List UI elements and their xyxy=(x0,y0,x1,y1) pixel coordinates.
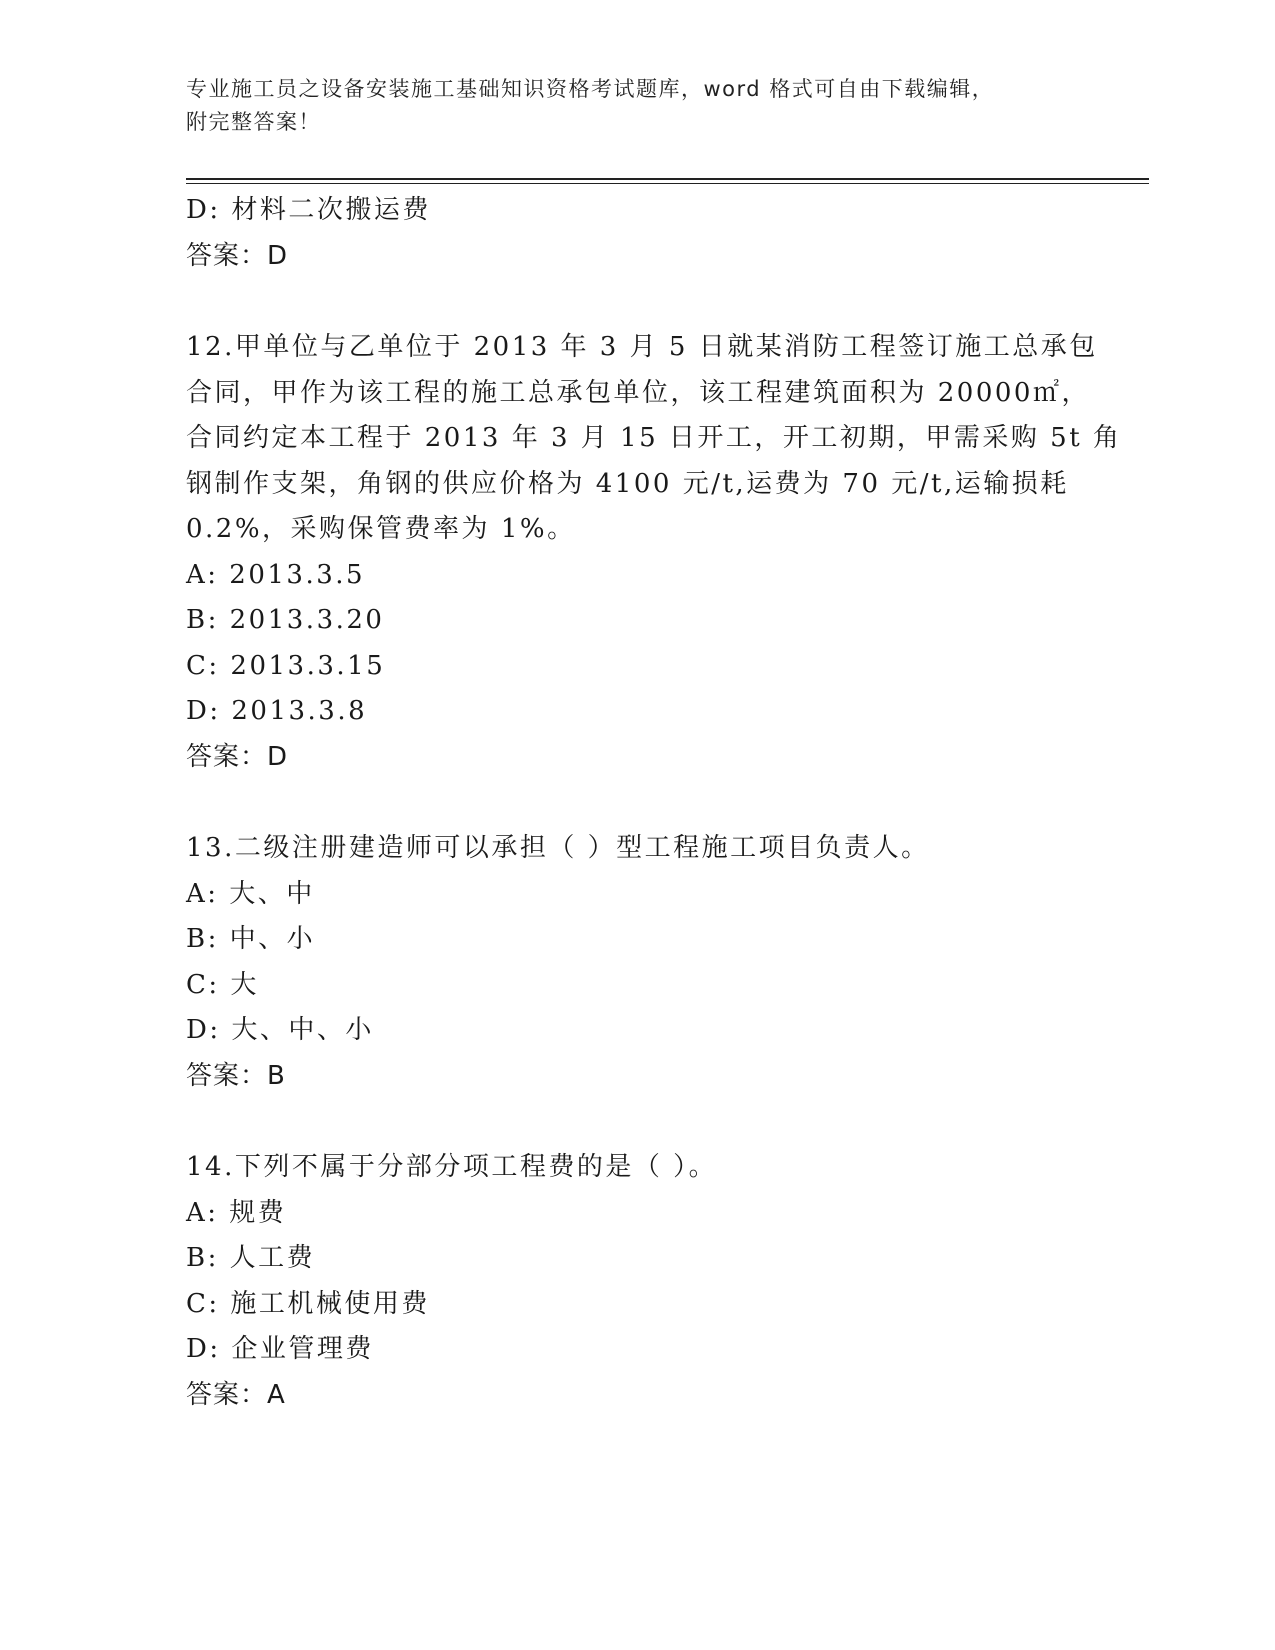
option-a: A: 2013.3.5 xyxy=(186,559,366,590)
spacer xyxy=(186,1099,1086,1145)
option-b: B: 中、小 xyxy=(186,924,316,954)
header-divider-thick xyxy=(186,178,1149,180)
header-line-1: 专业施工员之设备安装施工基础知识资格考试题库，word 格式可自由下载编辑， xyxy=(186,77,995,101)
header-line-2: 附完整答案！ xyxy=(186,110,321,134)
answer-line: 答案：D xyxy=(186,741,289,772)
option-d: D: 材料二次搬运费 xyxy=(186,195,431,225)
option-d: D: 企业管理费 xyxy=(186,1334,374,1364)
question-block-13 xyxy=(186,826,1086,1099)
question-stem-line: 13.二级注册建造师可以承担（ ）型工程施工项目负责人。 xyxy=(186,833,930,863)
option-c: C: 施工机械使用费 xyxy=(186,1288,430,1319)
document-header xyxy=(186,73,1086,139)
question-block-14 xyxy=(186,1145,1086,1418)
option-b: B: 人工费 xyxy=(186,1243,316,1273)
question-stem-line: 14.下列不属于分部分项工程费的是（ ）。 xyxy=(186,1152,718,1182)
question-block-12 xyxy=(186,325,1122,780)
question-stem-line: 合同约定本工程于 2013 年 3 月 15 日开工，开工初期，甲需采购 5t 角 xyxy=(186,423,1122,453)
option-b: B: 2013.3.20 xyxy=(186,605,385,635)
answer-line: 答案：B xyxy=(186,1060,286,1091)
option-d: D: 2013.3.8 xyxy=(186,696,368,726)
question-stem-line: 0.2%，采购保管费率为 1%。 xyxy=(186,514,576,544)
option-c: C: 大 xyxy=(186,969,259,1000)
answer-line: 答案：A xyxy=(186,1379,286,1410)
option-d: D: 大、中、小 xyxy=(186,1015,374,1045)
question-stem-line: 钢制作支架，角钢的供应价格为 4100 元/t,运费为 70 元/t,运输损耗 xyxy=(186,468,1069,499)
header-divider-thin xyxy=(186,183,1149,184)
answer-line: 答案：D xyxy=(186,240,289,271)
question-stem-line: 合同，甲作为该工程的施工总承包单位，该工程建筑面积为 20000㎡， xyxy=(186,377,1090,408)
question-stem-line: 12.甲单位与乙单位于 2013 年 3 月 5 日就某消防工程签订施工总承包 xyxy=(186,332,1098,362)
spacer xyxy=(186,780,1086,826)
spacer xyxy=(186,279,1086,325)
option-a: A: 大、中 xyxy=(186,878,315,909)
option-a: A: 规费 xyxy=(186,1197,287,1228)
question-list xyxy=(186,188,1122,1418)
option-c: C: 2013.3.15 xyxy=(186,650,386,681)
question-block-prev xyxy=(186,188,1086,279)
